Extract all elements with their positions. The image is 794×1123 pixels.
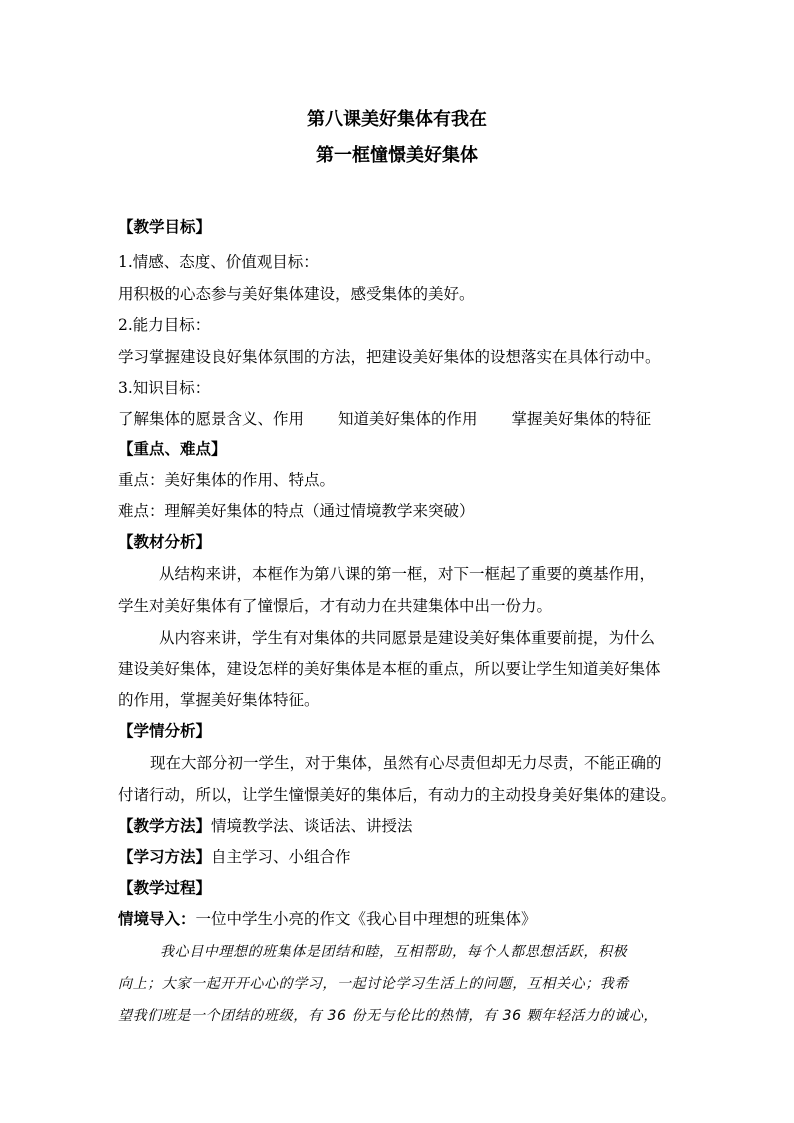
goal-2-title: 2.能力目标： [118,316,211,334]
difficult-point-text: 难点：理解美好集体的特点（通过情境教学来突破） [118,502,475,520]
goal-3-title: 3.知识目标： [118,379,211,397]
key-point-text: 重点：美好集体的作用、特点。 [118,471,336,489]
goal-3-part-2: 知道美好集体的作用 [338,410,478,428]
goal-3-text [118,408,718,430]
textbook-para-2-line-2: 建设美好集体，建设怎样的美好集体是本框的重点，所以要让学生知道美好集体 [118,660,661,678]
textbook-para-1-line-1: 从结构来讲，本框作为第八课的第一框，对下一框起了重要的奠基作用， [159,565,656,583]
textbook-para-2-line-3: 的作用，掌握美好集体特征。 [118,691,320,709]
lesson-title: 第八课美好集体有我在 [307,109,487,130]
students-heading: 【学情分析】 [118,721,212,740]
key-points-heading: 【重点、难点】 [118,439,227,458]
textbook-para-1-line-2: 学生对美好集体有了憧憬后，才有动力在共建集体中出一份力。 [118,597,553,615]
textbook-para-2-line-1: 从内容来讲，学生有对集体的共同愿景是建设美好集体重要前提，为什么 [159,629,656,647]
goals-heading: 【教学目标】 [118,217,212,236]
situation-intro-text: 一位中学生小亮的作文《我心目中理想的班集体》 [195,910,537,928]
process-heading: 【教学过程】 [118,878,212,897]
teaching-methods-value: 情境教学法、谈话法、讲授法 [211,817,413,835]
goal-1-text: 用积极的心态参与美好集体建设，感受集体的美好。 [118,285,475,303]
students-line-1: 现在大部分初一学生，对于集体，虽然有心尽责但却无力尽责，不能正确的 [150,754,662,772]
essay-quote-line-1: 我心目中理想的班集体是团结和睦，互相帮助，每个人都思想活跃，积极 [160,944,628,960]
learning-methods-value: 自主学习、小组合作 [211,848,351,866]
learning-methods [118,846,718,868]
teaching-methods [118,815,718,837]
students-line-2: 付诸行动，所以，让学生憧憬美好的集体后，有动力的主动投身美好集体的建设。 [118,786,677,804]
teaching-methods-label: 【教学方法】 [118,816,212,835]
goal-3-part-3: 掌握美好集体的特征 [511,410,652,428]
section-title: 第一框憧憬美好集体 [316,145,478,166]
essay-quote-line-3: 望我们班是一个团结的班级，有 36 份无与伦比的热情，有 36 颗年轻活力的诚心， [118,1008,659,1024]
textbook-heading: 【教材分析】 [118,532,212,551]
goal-2-text: 学习掌握建设良好集体氛围的方法，把建设美好集体的设想落实在具体行动中。 [118,348,661,366]
learning-methods-label: 【学习方法】 [118,847,212,866]
goal-1-title: 1.情感、态度、价值观目标： [118,253,319,271]
essay-quote-line-2: 向上；大家一起开开心心的学习，一起讨论学习生活上的问题，互相关心；我希 [118,976,629,992]
situation-intro-label: 情境导入： [118,909,196,928]
situation-intro [118,908,718,930]
goal-3-part-1: 了解集体的愿景含义、作用 [118,410,305,428]
